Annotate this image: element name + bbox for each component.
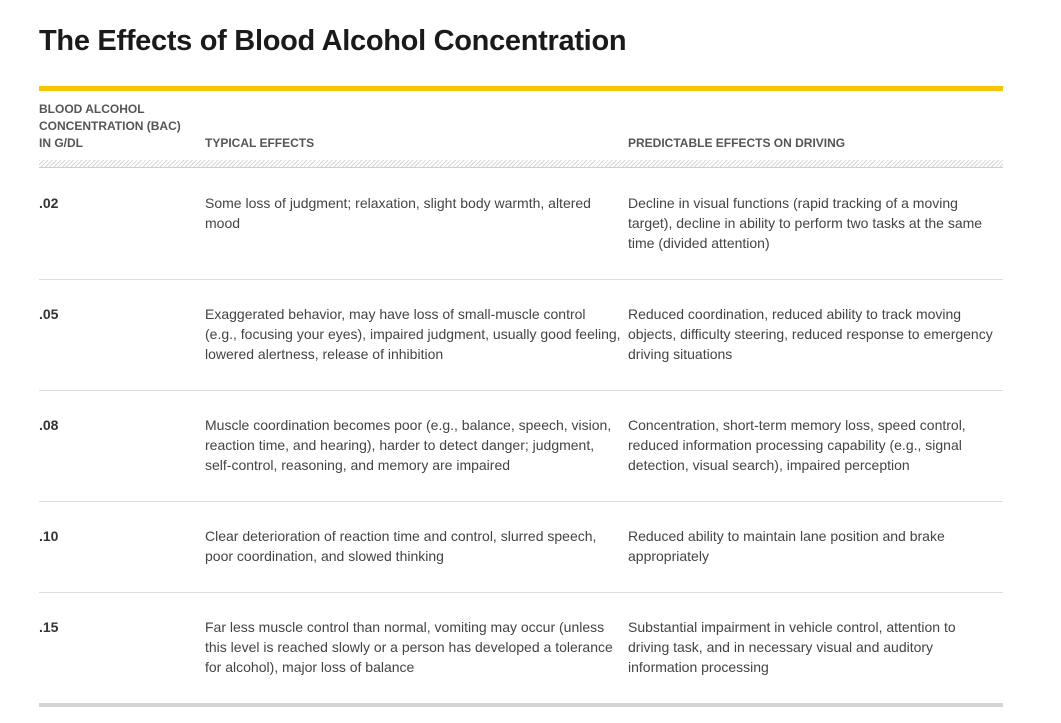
typical-effects-cell: Exaggerated behavior, may have loss of small-muscle control (e.g., focusing your eyes), impaired judgment, usually good feeling, lowered alertness, release of inhibition	[205, 306, 621, 362]
typical-effects-cell: Clear deterioration of reaction time and control, slurred speech, poor coordination, and slowed thinking	[205, 528, 597, 564]
row-divider	[39, 279, 1003, 280]
driving-effects-cell: Reduced coordination, reduced ability to track moving objects, difficulty steering, reduced response to emergency driving situations	[628, 306, 993, 362]
column-header-driving-effects: PREDICTABLE EFFECTS ON DRIVING	[628, 136, 846, 150]
header-divider-line	[39, 167, 1003, 168]
header-hatch-divider	[39, 160, 1003, 167]
row-divider	[39, 501, 1003, 502]
typical-effects-cell: Muscle coordination becomes poor (e.g., balance, speech, vision, reaction time, and hearing), harder to detect danger; judgment, self-control, reasoning, and memory are impaired	[205, 417, 612, 473]
row-divider	[39, 592, 1003, 593]
bac-value: .08	[39, 417, 59, 433]
driving-effects-cell: Concentration, short-term memory loss, speed control, reduced information processing capability (e.g., signal detection, visual search), impaired perception	[628, 417, 966, 473]
driving-effects-cell: Substantial impairment in vehicle control, attention to driving task, and in necessary visual and auditory information processing	[628, 619, 956, 675]
table-header	[39, 91, 1003, 162]
typical-effects-cell: Some loss of judgment; relaxation, slight body warmth, altered mood	[205, 195, 591, 231]
driving-effects-cell: Decline in visual functions (rapid tracking of a moving target), decline in ability to perform two tasks at the same time (divided attention)	[628, 195, 983, 251]
bac-value: .02	[39, 195, 59, 211]
typical-effects-cell: Far less muscle control than normal, vomiting may occur (unless this level is reached slowly or a person has developed a tolerance for alcohol), major loss of balance	[205, 619, 613, 675]
column-header-bac: BLOOD ALCOHOL CONCENTRATION (BAC) IN G/DL	[39, 102, 181, 150]
table-bottom-rule	[39, 703, 1003, 707]
row-divider	[39, 390, 1003, 391]
bac-value: .05	[39, 306, 59, 322]
bac-value: .15	[39, 619, 59, 635]
bac-value: .10	[39, 528, 59, 544]
page-title: The Effects of Blood Alcohol Concentration	[39, 25, 627, 57]
driving-effects-cell: Reduced ability to maintain lane position and brake appropriately	[628, 528, 945, 564]
column-header-typical-effects: TYPICAL EFFECTS	[205, 136, 315, 150]
